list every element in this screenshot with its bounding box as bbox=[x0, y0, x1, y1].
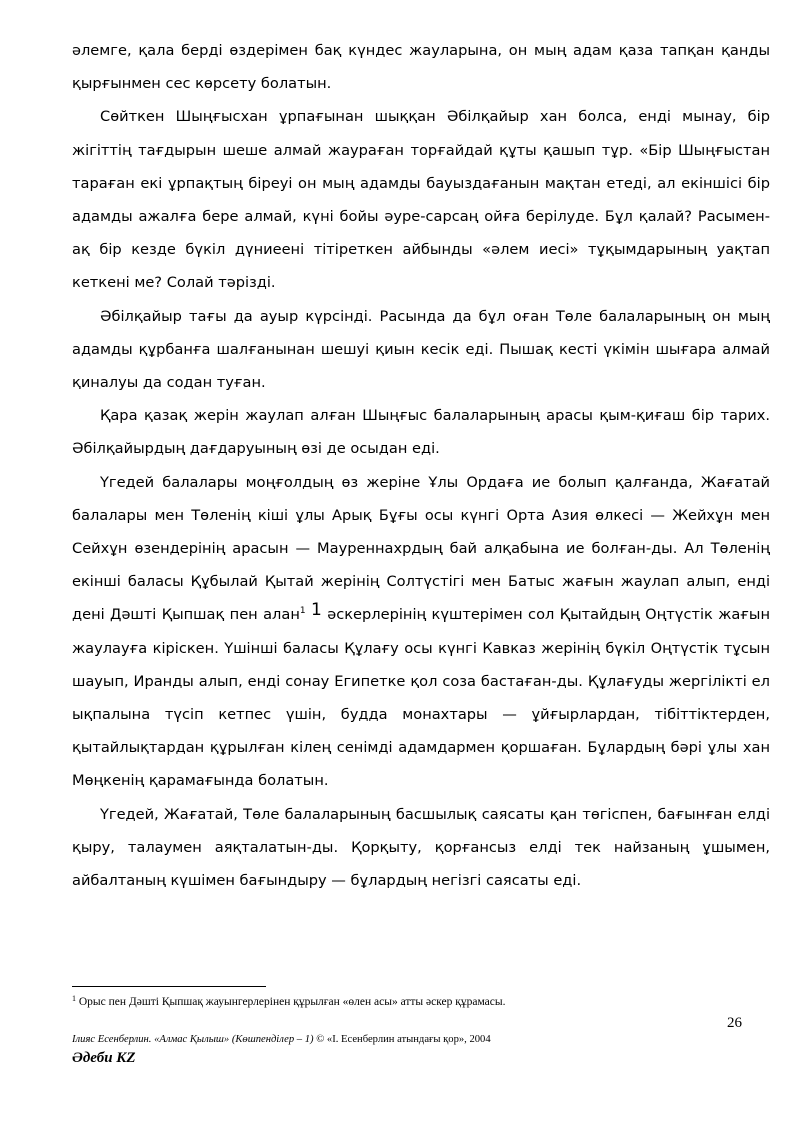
footnote-separator bbox=[72, 986, 266, 987]
site-brand: Әдеби KZ bbox=[72, 1050, 136, 1066]
body-text bbox=[72, 34, 770, 897]
paragraph-1: әлемге, қала берді өздерімен бақ күндес жауларына, он мың адам қаза тапқан қанды қырғынмен сес көрсету болатын. bbox=[72, 42, 770, 93]
paragraph-5-part-2: әскерлерінің күштерімен сол Қытайдың Оңтүстік жағын жаулауға кіріскен. Үшінші баласы Құлағу осы күнгі Кавказ жерінің бүкіл Оңтүстік тұсын шауып, Иранды алып, енді сонау Египетке қол соза бастаған-ды. Құлағуды жергілікті ел ықпалына түсіп кетпес үшін, будда монахтары — ұйғырлардан, тібіттіктерден, қытайлықтардан құрылған кілең сенімді адамдармен қоршаған. Бұлардың бәрі ұлы хан Мөңкенің қарамағында болатын. bbox=[72, 606, 770, 790]
page-number: 26 bbox=[727, 1015, 742, 1031]
footnote-marker: 1 bbox=[72, 994, 76, 1003]
paragraph-2: Сөйткен Шыңғысхан ұрпағынан шыққан Әбілқайыр хан болса, енді мынау, бір жігіттің тағдырын шеше алмай жаураған торғайдай құты қашып тұр. «Бір Шыңғыстан тараған екі ұрпақтың біреуі он мың адамды бауыздағанын мақтан етеді, ал екіншісі бір адамды ажалға бере алмай, күні бойы әуре-сарсаң ойға берілуде. Бұл қалай? Расымен-ақ бір кезде бүкіл дүниеені тітіреткен айбынды «әлем иесі» тұқымдарының уақтап кеткені ме? Солай тәрізді. bbox=[72, 108, 770, 292]
footnote-reference[interactable]: 1 bbox=[299, 606, 306, 617]
footnote bbox=[72, 996, 770, 1008]
paragraph-6: Үгедей, Жағатай, Төле балаларының басшылық саясаты қан төгіспен, бағынған елді қыру, талаумен аяқталатын-ды. Қорқыту, қорғансыз елді тек найзаның ұшымен, айбалтаның күшімен бағындыру — бұлардың негізгі саясаты еді. bbox=[72, 805, 770, 890]
credit-copyright: © «І. Есенберлин атындағы қор», 2004 bbox=[313, 1034, 491, 1045]
source-credit bbox=[72, 1034, 491, 1045]
credit-title: Ілияс Есенберлин. «Алмас Қылыш» (Көшпенділер – 1) bbox=[72, 1034, 314, 1045]
paragraph-5 bbox=[72, 466, 770, 798]
paragraph-3: Әбілқайыр тағы да ауыр күрсінді. Расында да бұл оған Төле балаларының он мың адамды құрбанға шалғанынан шешуі қиын кесік еді. Пышақ кесті үкімін шығара алмай қиналуы да содан туған. bbox=[72, 307, 770, 392]
footnote-text: Орыс пен Дәшті Қыпшақ жауынгерлерінен құрылған «өлен асы» атты әскер құрамасы. bbox=[76, 996, 506, 1008]
footnote-reference-duplicate: 1 bbox=[311, 600, 322, 621]
paragraph-5-part-1: Үгедей балалары моңғолдың өз жеріне Ұлы Ордаға ие болып қалғанда, Жағатай балалары мен Төленің кіші ұлы Арық Бұғы осы күнгі Орта Азия өлкесі — Жейхұн мен Сейхұн өзендерінің арасын — Мауреннахрдың бай алқабына ие болған-ды. Ал Төленің екінші баласы Құбылай Қытай жерінің Солтүстігі мен Батыс жағын жаулап алып, енді дені Дәшті Қыпшақ пен алан bbox=[72, 473, 770, 624]
paragraph-4: Қара қазақ жерін жаулап алған Шыңғыс балаларының арасы қым-қиғаш бір тарих. Әбілқайырдың дағдаруының өзі де осыдан еді. bbox=[72, 407, 770, 458]
